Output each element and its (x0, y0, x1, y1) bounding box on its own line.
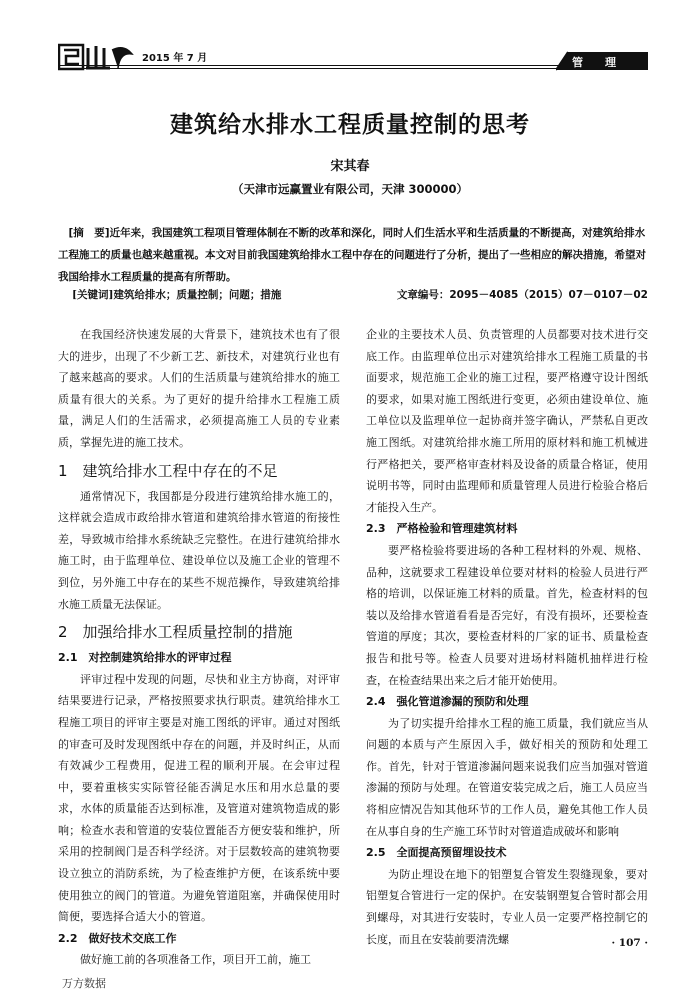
section-1-paragraph: 通常情况下，我国都是分段进行建筑给排水施工的，这样就会造成市政给排水管道和建筑给排水管道的衔接性差，导致城市给排水系统缺乏完整性。在进行建筑给排水施工时，由于监理单位、建设单位以及施工企业的管理不到位，另外施工中存在的某些不规范操作，导致建筑给排水施工质量无法保证。 (58, 489, 340, 611)
section-2-2-paragraph-cont: 企业的主要技术人员、负责管理的人员都要对技术进行交底工作。由监理单位出示对建筑给排水工程施工质量的书面要求，规范施工企业的施工过程，要严格遵守设计图纸的要求，如果对施工图纸进行变更，必须由建设单位、施工单位以及监理单位一起协商并签字确认，严禁私自更改施工图纸。对建筑给排水施工所用的原材料和施工机械进行严格把关，要严格审查材料及设备的质量合格证，使用说明书等，同时由监理师和质量管理人员进行检验合格后才能投入生产。 (366, 328, 648, 514)
section-1-heading: 1 建筑给排水工程中存在的不足 (58, 461, 278, 480)
keywords-label: [关键词] (72, 289, 114, 301)
article-number: 文章编号：2095－4085（2015）07－0107－02 (396, 289, 648, 301)
keywords-text: 建筑给排水；质量控制；问题；措施 (113, 289, 282, 301)
page-header (58, 40, 648, 76)
section-2-heading: 2 加强给排水工程质量控制的措施 (58, 623, 293, 642)
footer-source: 万方数据 (62, 977, 106, 990)
section-label: 管理 (572, 56, 638, 69)
abstract-label: [摘 要] (68, 227, 110, 239)
abstract-text: 近年来，我国建筑工程项目管理体制在不断的改革和深化，同时人们生活水平和生活质量的不断提高，对建筑给排水工程施工的质量也越来越重视。本文对目前我国建筑给排水工程中存在的问题进行了分析，提出了一些相应的解决措施，希望对我国给排水工程质量的提高有所帮助。 (58, 227, 646, 283)
section-2-3-heading: 2.3 严格检验和管理建筑材料 (366, 522, 518, 536)
author: 宋其春 (330, 159, 370, 174)
section-2-1-heading: 2.1 对控制建筑给排水的评审过程 (58, 651, 232, 665)
left-column (58, 324, 340, 971)
article-title: 建筑给水排水工程质量控制的思考 (170, 112, 530, 138)
section-2-2-paragraph-start: 做好施工前的各项准备工作，项目开工前，施工 (80, 953, 311, 967)
intro-paragraph: 在我国经济快速发展的大背景下，建筑技术也有了很大的进步，出现了不少新工艺、新技术，对建筑行业也有了越来越高的要求。人们的生活质量与建筑给排水的施工质量有很大的关系。为了更好的提升给排水工程施工质量，满足人们的生活需求，必须提高施工人员的专业素质，掌握先进的施工技术。 (58, 328, 340, 449)
right-column (366, 324, 648, 950)
page-number: · 107 · (611, 937, 648, 949)
section-2-2-heading: 2.2 做好技术交底工作 (58, 931, 177, 945)
keywords (72, 287, 281, 302)
issue-date: 2015 年 7 月 (142, 53, 208, 64)
section-2-5-paragraph: 为防止埋设在地下的铝塑复合管发生裂缝现象，要对铝塑复合管进行一定的保护。在安装钢塑复合管时都会用到螺母，对其进行安装时，专业人员一定要严格控制它的长度，而且在安装前要清洗螺 (366, 867, 648, 946)
affiliation: （天津市远赢置业有限公司，天津 300000） (231, 182, 468, 196)
section-2-5-heading: 2.5 全面提高预留埋设技术 (366, 846, 507, 860)
section-2-1-paragraph: 评审过程中发现的问题，尽快和业主方协商，对评审结果要进行记录，严格按照要求执行职责。建筑给排水工程施工项目的评审主要是对施工图纸的评审。通过对图纸的审查可及时发现图纸中存在的问题，并及时纠正，从而有效减少工程费用，促进工程的顺利开展。在会审过程中，要着重核实实际管径能否满足水压和用水总量的要求，水体的质量能否达到标准，及管道对建筑物造成的影响；检查水表和管道的安装位置能否方便安装和维护，所采用的控制阀门是否科学经济。对于层数较高的建筑物要设立独立的消防系统，为了检查维护方便，在该系统中要使用独立的阀门的管道。为避免管道阻塞，并确保使用时简便，要选择合适大小的管道。 (58, 672, 340, 924)
section-2-3-paragraph: 要严格检验将要进场的各种工程材料的外观、规格、品种，这就要求工程建设单位要对材料的检验人员进行严格的培训，以保证施工材料的质量。首先，检查材料的包装以及给排水管道看看是否完好，有没有损坏，还要检查管道的厚度；其次，要检查材料的厂家的证书、质量检查报告和批号等。检查人员要对进场材料随机抽样进行检查，在检查结果出来之后才能开始使用。 (366, 543, 648, 687)
section-2-4-paragraph: 为了切实提升给排水工程的施工质量，我们就应当从问题的本质与产生原因入手，做好相关的预防和处理工作。首先，针对于管道渗漏问题来说我们应当加强对管道渗漏的预防与处理。在管道安装完成之后，施工人员应当将相应情况告知其他环节的工作人员，避免其他工作人员在从事自身的生产施工环节时对管道造成破坏和影响 (366, 716, 648, 838)
abstract (58, 222, 650, 288)
section-2-4-heading: 2.4 强化管道渗漏的预防和处理 (366, 695, 529, 709)
